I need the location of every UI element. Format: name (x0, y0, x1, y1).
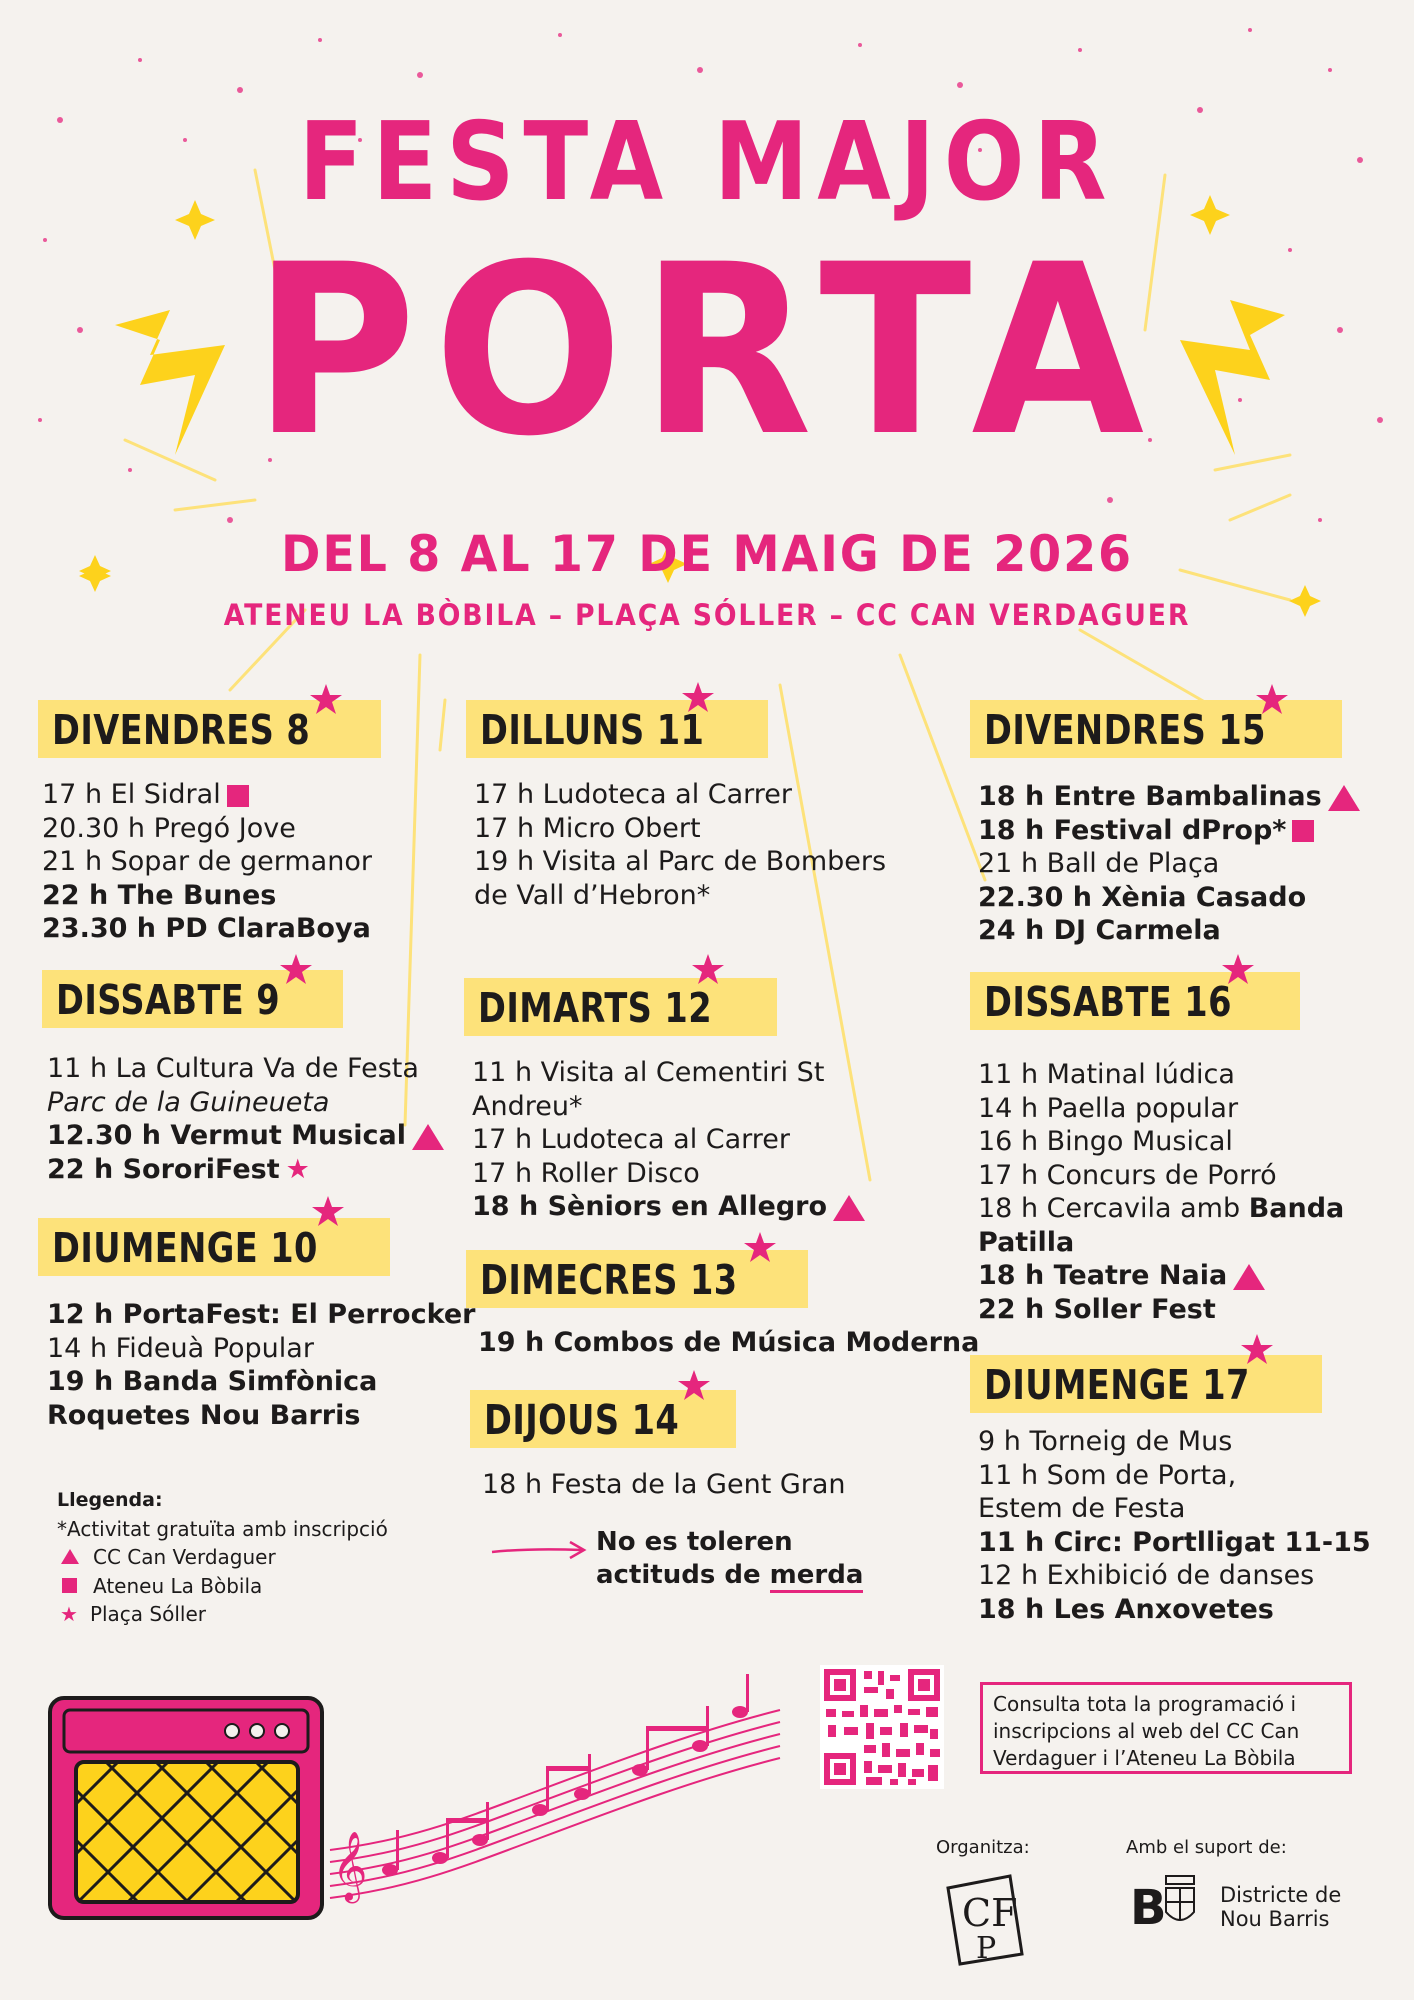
ajuntament-shield-icon (1162, 1872, 1198, 1932)
event-text: 17 h Roller Disco (472, 1157, 700, 1189)
event-text: 22.30 h Xènia Casado (978, 881, 1307, 913)
event-item (978, 1492, 1371, 1526)
event-item (42, 812, 372, 846)
suport-label: Amb el suport de: (1126, 1837, 1287, 1858)
event-item (47, 1052, 444, 1086)
event-text: 21 h Sopar de germanor (42, 846, 372, 877)
legend-label: CC Can Verdaguer (93, 1545, 276, 1569)
arrow-icon (490, 1538, 590, 1562)
star-icon (678, 1370, 710, 1400)
star-icon: ★ (60, 1602, 78, 1626)
event-text: 23.30 h PD ClaraBoya (42, 913, 371, 944)
event-item (47, 1298, 475, 1332)
event-item (978, 1526, 1371, 1560)
star-icon (744, 1232, 776, 1262)
event-text: Andreu* (472, 1090, 583, 1122)
event-item (47, 1119, 444, 1153)
title-festa-major: FESTA MAJOR (298, 100, 1116, 225)
event-text: 12.30 h Vermut Musical (47, 1120, 407, 1151)
event-text: 11 h La Cultura Va de Festa (47, 1053, 419, 1084)
event-item (978, 1425, 1371, 1459)
day-header-diumenge-17: DIUMENGE 17 (970, 1355, 1322, 1413)
star-icon (682, 682, 714, 712)
event-item (978, 1226, 1344, 1260)
district-name (1220, 1883, 1341, 1931)
event-item (42, 778, 372, 812)
event-item (472, 1190, 865, 1224)
event-item (474, 845, 886, 879)
qr-code[interactable] (820, 1665, 944, 1789)
notice-line2 (596, 1559, 863, 1592)
event-item (42, 912, 372, 946)
event-item (978, 1159, 1344, 1193)
event-text: 18 h Entre Bambalinas (978, 781, 1322, 812)
event-item (47, 1365, 475, 1399)
event-item (978, 1259, 1344, 1293)
events-d8 (42, 778, 372, 946)
day-header-dilluns-11: DILLUNS 11 (466, 700, 768, 758)
music-staff (320, 1650, 790, 1910)
star-icon (1222, 954, 1254, 984)
event-item (978, 914, 1360, 948)
event-item (978, 881, 1360, 915)
event-venues: ATENEU LA BÒBILA – PLAÇA SÓLLER – CC CAN VERDAGUER (223, 598, 1191, 632)
info-box: Consulta tota la programació i inscripcions al web del CC Can Verdaguer i l’Ateneu La Bòbila (980, 1682, 1352, 1774)
title-porta: PORTA (252, 215, 1162, 488)
notice-highlight: merda (770, 1560, 864, 1593)
amplifier-icon (40, 1690, 340, 1930)
legend-item-square (57, 1572, 388, 1601)
event-text: Patilla (978, 1226, 1075, 1258)
event-item (42, 845, 372, 879)
events-d15 (978, 780, 1360, 948)
event-item (42, 879, 372, 913)
svg-text:𝄞: 𝄞 (332, 1831, 368, 1901)
event-text: 17 h El Sidral (42, 779, 221, 810)
notice-line2-start: actituds de (596, 1560, 770, 1590)
day-header-dimecres-13: DIMECRES 13 (466, 1250, 808, 1308)
events-d11 (474, 778, 886, 912)
event-text: 11 h Visita al Cementiri St (472, 1057, 825, 1088)
notice (596, 1526, 863, 1592)
event-text: 19 h Banda Simfònica (47, 1366, 378, 1397)
notice-line1: No es toleren (596, 1527, 793, 1557)
square-icon (1292, 820, 1314, 842)
events-d17 (978, 1425, 1371, 1626)
legend-item-triangle (57, 1543, 388, 1572)
triangle-icon (1233, 1264, 1265, 1290)
event-text: 12 h Exhibició de danses (978, 1560, 1315, 1591)
district-line1: Districte de (1220, 1883, 1342, 1907)
events-d14 (482, 1468, 846, 1502)
star-icon (312, 1196, 344, 1226)
legend-label: Ateneu La Bòbila (93, 1573, 263, 1598)
event-dates: DEL 8 AL 17 DE MAIG DE 2026 (280, 525, 1134, 583)
event-text: 11 h Matinal lúdica (978, 1059, 1235, 1090)
event-text: 19 h Combos de Música Moderna (478, 1327, 980, 1358)
event-text: 18 h Teatre Naia (978, 1260, 1228, 1291)
event-item (478, 1326, 979, 1360)
events-d9 (47, 1052, 444, 1187)
event-text: 24 h DJ Carmela (978, 915, 1221, 946)
event-text: Roquetes Nou Barris (47, 1399, 361, 1431)
event-item (47, 1153, 444, 1187)
day-header-dijous-14: DIJOUS 14 (470, 1390, 736, 1448)
ajuntament-logo: B (1130, 1880, 1167, 1936)
event-text-bold: Banda (1248, 1193, 1345, 1224)
district-line2: Nou Barris (1220, 1907, 1330, 1931)
legend-note: *Activitat gratuïta amb inscripció (57, 1516, 388, 1541)
legend-label: Plaça Sóller (89, 1602, 206, 1626)
event-text: 17 h Concurs de Porró (978, 1159, 1277, 1191)
event-item (978, 847, 1360, 881)
event-text: 18 h Cercavila amb (978, 1193, 1249, 1224)
square-icon (62, 1578, 77, 1593)
event-text: 18 h Les Anxovetes (978, 1593, 1274, 1625)
day-header-dimarts-12: DIMARTS 12 (464, 978, 777, 1036)
event-item (472, 1157, 865, 1191)
event-item (474, 879, 886, 913)
event-text: 9 h Torneig de Mus (978, 1426, 1233, 1457)
events-d10 (47, 1298, 475, 1432)
event-text: 14 h Fideuà Popular (47, 1332, 314, 1364)
events-d12 (472, 1056, 865, 1224)
event-text: 18 h Festival dProp* (978, 814, 1287, 846)
event-text: 11 h Som de Porta, (978, 1459, 1237, 1491)
triangle-icon (1328, 785, 1360, 811)
event-item (47, 1332, 475, 1366)
event-item (978, 780, 1360, 814)
event-item (47, 1086, 444, 1120)
event-item (978, 1125, 1344, 1159)
event-text: 14 h Paella popular (978, 1092, 1239, 1124)
event-item (978, 1092, 1344, 1126)
event-item (472, 1090, 865, 1124)
event-item (474, 778, 886, 812)
event-item (978, 1293, 1344, 1327)
event-text: 11 h Circ: Portlligat 11-15 (978, 1526, 1371, 1558)
event-text: Estem de Festa (978, 1493, 1186, 1524)
event-item (978, 1559, 1371, 1593)
event-item (978, 1058, 1344, 1092)
event-item (472, 1123, 865, 1157)
event-item (474, 812, 886, 846)
star-icon: ★ (285, 1154, 310, 1186)
event-text: 18 h Sèniors en Allegro (472, 1191, 828, 1222)
organitza-label: Organitza: (936, 1837, 1030, 1858)
event-text: 22 h SororiFest (47, 1153, 280, 1185)
event-text: 21 h Ball de Plaça (978, 848, 1220, 879)
star-icon (310, 684, 342, 714)
triangle-icon (412, 1124, 444, 1150)
events-d13 (478, 1326, 979, 1360)
square-icon (227, 785, 249, 807)
event-text: 20.30 h Pregó Jove (42, 812, 296, 844)
event-item (472, 1056, 865, 1090)
event-text: 12 h PortaFest: El Perrocker (47, 1299, 476, 1330)
event-text: 17 h Ludoteca al Carrer (474, 779, 793, 810)
event-text: Parc de la Guineueta (47, 1086, 330, 1118)
day-header-dissabte-16: DISSABTE 16 (970, 972, 1300, 1030)
event-text: 18 h Festa de la Gent Gran (482, 1469, 846, 1500)
star-icon (692, 954, 724, 984)
star-icon (280, 954, 312, 984)
organizer-logo (940, 1868, 1030, 1968)
event-text: 16 h Bingo Musical (978, 1126, 1233, 1157)
event-text: 17 h Ludoteca al Carrer (472, 1124, 791, 1155)
star-icon (1241, 1334, 1273, 1364)
events-d16 (978, 1058, 1344, 1326)
day-header-diumenge-10: DIUMENGE 10 (38, 1218, 390, 1276)
star-icon (1256, 684, 1288, 714)
event-item (47, 1399, 475, 1433)
day-header-divendres-8: DIVENDRES 8 (38, 700, 381, 758)
event-text: de Vall d’Hebron* (474, 879, 711, 911)
event-text: 19 h Visita al Parc de Bombers (474, 846, 887, 877)
triangle-icon (61, 1549, 79, 1564)
event-text: 17 h Micro Obert (474, 812, 701, 844)
legend (57, 1486, 388, 1629)
legend-title: Llegenda: (57, 1489, 163, 1511)
event-text: 22 h The Bunes (42, 879, 277, 911)
svg-text:P: P (976, 1931, 997, 1966)
event-item (978, 1192, 1344, 1226)
day-header-dissabte-9: DISSABTE 9 (42, 970, 343, 1028)
svg-text:CF: CF (962, 1891, 1018, 1935)
event-item (978, 1459, 1371, 1493)
day-header-divendres-15: DIVENDRES 15 (970, 700, 1342, 758)
event-item (482, 1468, 846, 1502)
triangle-icon (833, 1195, 865, 1221)
event-item (978, 1593, 1371, 1627)
event-text: 22 h Soller Fest (978, 1293, 1216, 1325)
legend-item-star (57, 1600, 388, 1629)
event-item (978, 814, 1360, 848)
